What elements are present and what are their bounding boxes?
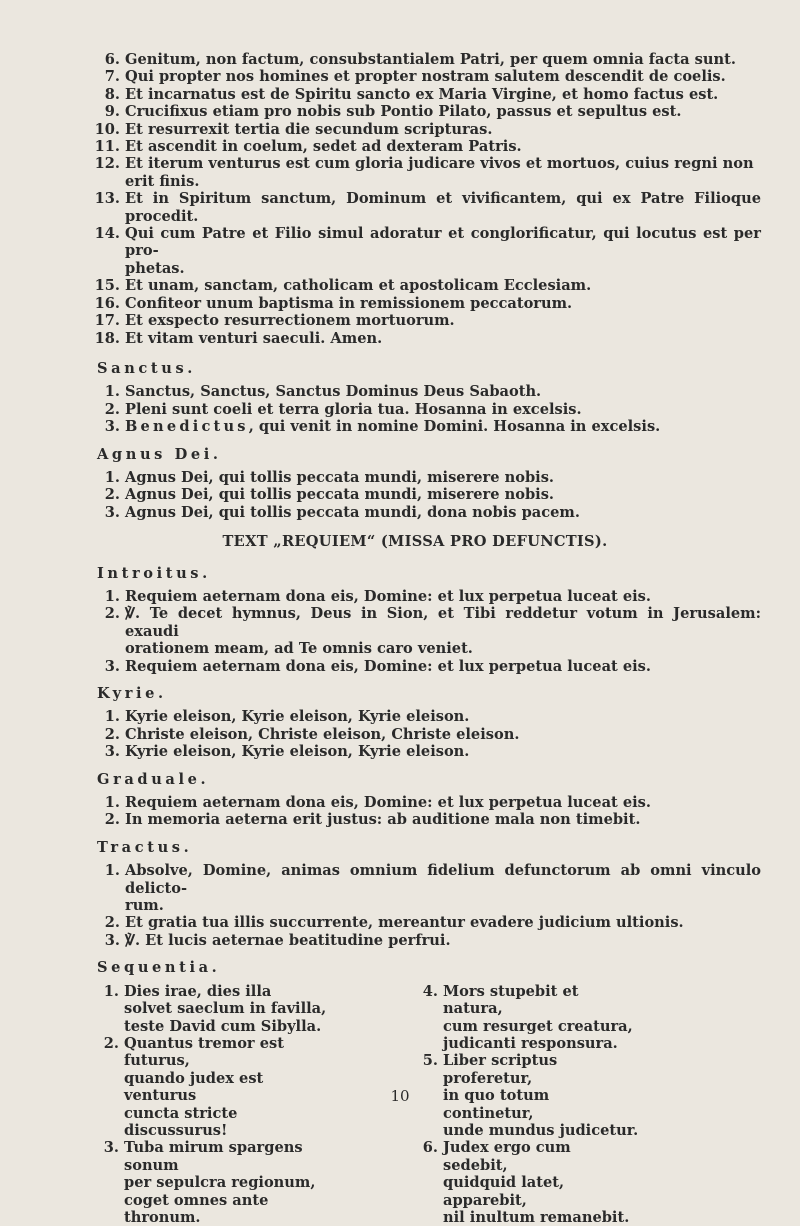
benedictus-word: Benedictus: [125, 418, 249, 436]
section-heading-introitus: Introitus.: [97, 564, 211, 582]
list-item: 1. Absolve, Domine, animas omnium fidelium defunctorum ab omni vinculo delicto- rum.: [104, 862, 761, 915]
list-item: 2. ℣. Te decet hymnus, Deus in Sion, et Tibi reddetur votum in Jerusalem: exaudi orationem meam, ad Te omnis caro veniet.: [104, 605, 761, 658]
list-item: 2. Pleni sunt coeli et terra gloria tua. Hosanna in excelsis.: [104, 400, 582, 418]
list-item: 3. Benedictus, qui venit in nomine Domini. Hosanna in excelsis.: [104, 418, 661, 436]
list-item: 3. ℣. Et lucis aeternae beatitudine perfrui.: [104, 931, 451, 949]
list-item: 18. Et vitam venturi saeculi. Amen.: [94, 329, 383, 347]
list-item: 15. Et unam, sanctam, catholicam et apostolicam Ecclesiam.: [94, 277, 592, 295]
list-item: 3. Requiem aeternam dona eis, Domine: et lux perpetua luceat eis.: [104, 657, 651, 675]
list-item: 1. Requiem aeternam dona eis, Domine: et lux perpetua luceat eis.: [104, 587, 651, 605]
section-heading-tractus: Tractus.: [97, 838, 193, 856]
stanza: 4. Mors stupebit et natura, cum resurget creatura, judicanti responsura.: [422, 982, 633, 1052]
page-number: 10: [390, 1087, 410, 1105]
list-item: 14. Qui cum Patre et Filio simul adoratur et conglorificatur, qui locutus est per pro- phetas.: [94, 225, 761, 277]
list-item: 1. Agnus Dei, qui tollis peccata mundi, miserere nobis.: [104, 468, 555, 486]
credo-list: [0, 51, 800, 347]
list-item: 12. Et iterum venturus est cum gloria judicare vivos et mortuos, cuius regni non erit finis.: [94, 155, 754, 190]
section-heading-sanctus: Sanctus.: [97, 359, 196, 377]
section-heading-kyrie: Kyrie.: [97, 685, 167, 702]
requiem-title: TEXT „REQUIEM“ (MISSA PRO DEFUNCTIS).: [222, 533, 608, 551]
kyrie-list: [0, 708, 800, 760]
list-item: 2. Christe eleison, Christe eleison, Christe eleison.: [104, 725, 520, 743]
introitus-list: [0, 588, 800, 675]
stanza: 2. Quantus tremor est futurus, quando judex est venturus cuncta stricte discussurus!: [103, 1034, 284, 1139]
list-item: 13. Et in Spiritum sanctum, Dominum et vivificantem, qui ex Patre Filioque procedit.: [94, 190, 761, 225]
list-item: 16. Confiteor unum baptisma in remissionem peccatorum.: [94, 294, 573, 312]
sanctus-list: [0, 383, 800, 435]
list-item: 2. In memoria aeterna erit justus: ab auditione mala non timebit.: [104, 811, 641, 829]
stanza: 5. Liber scriptus proferetur, in quo totum continetur, unde mundus judicetur.: [422, 1052, 639, 1139]
agnus-list: [0, 469, 800, 521]
list-item: 1. Sanctus, Sanctus, Sanctus Dominus Deus Sabaoth.: [104, 383, 542, 401]
tractus-list: [0, 862, 800, 949]
graduale-list: [0, 794, 800, 829]
stanza: 6. Judex ergo cum sedebit, quidquid latet, apparebit, nil inultum remanebit.: [422, 1139, 630, 1226]
list-item: 3. Kyrie eleison, Kyrie eleison, Kyrie eleison.: [104, 743, 470, 761]
list-item: 11. Et ascendit in coelum, sedet ad dexteram Patris.: [94, 138, 522, 156]
stanza: 3. Tuba mirum spargens sonum per sepulcra regionum, coget omnes ante thronum.: [103, 1139, 316, 1226]
list-item: 7. Qui propter nos homines et propter nostram salutem descendit de coelis.: [104, 68, 726, 86]
list-item: 1. Requiem aeternam dona eis, Domine: et lux perpetua luceat eis.: [104, 794, 651, 812]
list-item: 6. Genitum, non factum, consubstantialem Patri, per quem omnia facta sunt.: [104, 51, 736, 68]
document-page: [0, 51, 800, 1226]
list-item: 2. Et gratia tua illis succurrente, mereantur evadere judicium ultionis.: [104, 914, 684, 932]
section-heading-graduale: Graduale.: [97, 770, 210, 788]
list-item: 2. Agnus Dei, qui tollis peccata mundi, miserere nobis.: [104, 486, 555, 504]
list-item: 10. Et resurrexit tertia die secundum scripturas.: [94, 120, 493, 138]
list-item: 17. Et exspecto resurrectionem mortuorum.: [94, 312, 455, 330]
list-item: 1. Kyrie eleison, Kyrie eleison, Kyrie eleison.: [104, 708, 470, 726]
list-item: 8. Et incarnatus est de Spiritu sancto ex Maria Virgine, et homo factus est.: [104, 85, 719, 103]
stanza: 1. Dies irae, dies illa solvet saeclum in favilla, teste David cum Sibylla.: [103, 982, 327, 1035]
section-heading-sequentia: Sequentia.: [97, 959, 221, 977]
list-item: 3. Agnus Dei, qui tollis peccata mundi, dona nobis pacem.: [104, 503, 580, 521]
section-heading-agnus-dei: Agnus Dei.: [97, 445, 222, 463]
list-item: 9. Crucifixus etiam pro nobis sub Pontio Pilato, passus et sepultus est.: [104, 103, 682, 121]
